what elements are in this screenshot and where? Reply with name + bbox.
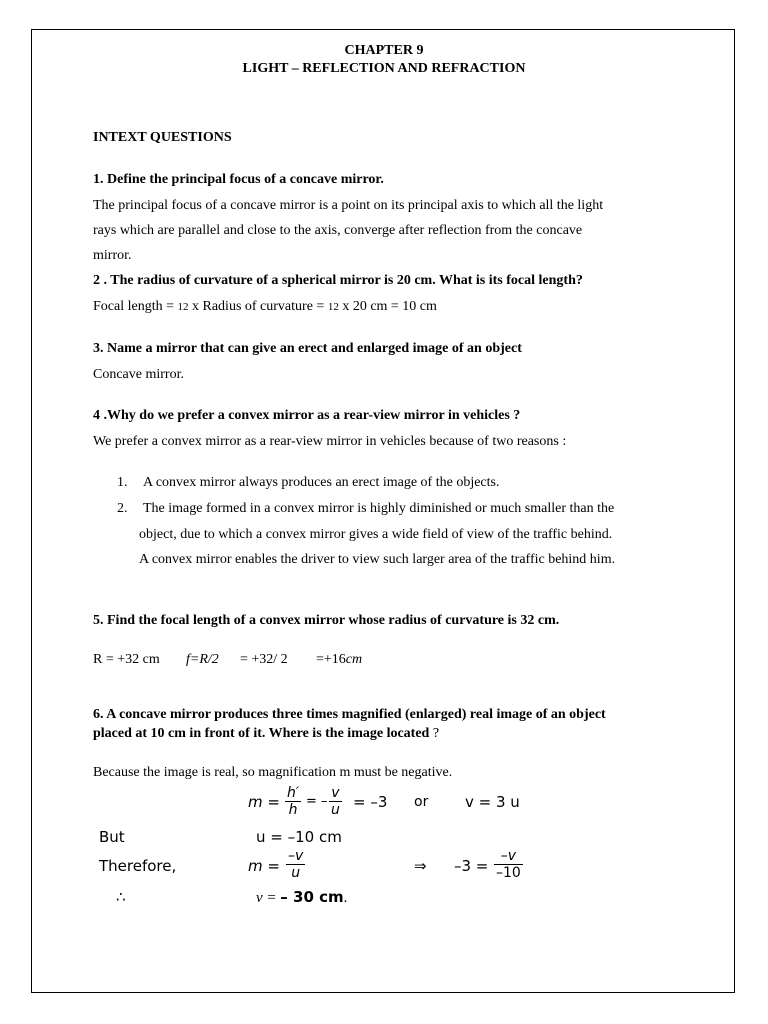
list-item-number: 2. xyxy=(117,501,128,516)
list-item-number: 1. xyxy=(117,475,128,490)
q6-question-line1: 6. A concave mirror produces three times magnified (enlarged) real image of an object xyxy=(93,707,606,722)
q1-question: 1. Define the principal focus of a concave mirror. xyxy=(93,172,384,187)
math-eq-neg: = – xyxy=(306,794,328,809)
therefore-symbol: ∴ xyxy=(116,888,126,906)
math-u-eq: u = –10 cm xyxy=(256,828,342,846)
math-m-label-2: m = xyxy=(248,857,280,875)
q3-answer: Concave mirror. xyxy=(93,367,184,382)
q2-fraction: 12 xyxy=(177,301,189,313)
math-eq-neg3: = –3 xyxy=(353,793,388,811)
fraction-v-over-u: $\frac{v}{u}$ xyxy=(331,785,340,818)
math-therefore: Therefore, xyxy=(99,857,177,875)
q6-answer-intro: Because the image is real, so magnification m must be negative. xyxy=(93,765,453,780)
list-item: The image formed in a convex mirror is highly diminished or much smaller than the xyxy=(143,501,615,516)
chapter-title: LIGHT – REFLECTION AND REFRACTION xyxy=(242,61,526,76)
fraction-h-prime-over-h: $\frac{h'}{h}$ xyxy=(287,785,300,818)
fraction-neg-v-over-neg10: $\frac{-v}{-10}$ xyxy=(496,848,521,881)
q1-answer-line: mirror. xyxy=(93,248,132,263)
q5-question: 5. Find the focal length of a convex mirror whose radius of curvature is 32 cm. xyxy=(93,613,560,628)
list-item-continued: object, due to which a convex mirror gives a wide field of view of the traffic behind. xyxy=(139,527,613,542)
implies-symbol: ⇒ xyxy=(414,857,427,875)
math-v-eq-3u: v = 3 u xyxy=(465,793,520,811)
q2-fraction: 12 xyxy=(327,301,339,313)
q6-question-line2: placed at 10 cm in front of it. Where is the image located ? xyxy=(93,726,440,741)
q5-radius: R = +32 cm xyxy=(93,652,160,667)
list-item: A convex mirror always produces an erect image of the objects. xyxy=(143,475,500,490)
q4-answer-intro: We prefer a convex mirror as a rear-view mirror in vehicles because of two reasons : xyxy=(93,434,567,449)
chapter-number: CHAPTER 9 xyxy=(344,43,424,58)
q5-result: =+16cm xyxy=(316,652,363,667)
math-or: or xyxy=(414,794,429,810)
q2-question: 2 . The radius of curvature of a spherical mirror is 20 cm. What is its focal length? xyxy=(93,273,583,288)
math-neg3-eq: –3 = xyxy=(454,857,489,875)
fraction-neg-v-over-u: $\frac{-v}{u}$ xyxy=(288,848,304,881)
math-m-label: m = xyxy=(248,793,280,811)
q4-question: 4 .Why do we prefer a convex mirror as a rear-view mirror in vehicles ? xyxy=(93,408,521,423)
q3-question: 3. Name a mirror that can give an erect and enlarged image of an object xyxy=(93,341,522,356)
list-item-continued: A convex mirror enables the driver to view such larger area of the traffic behind him. xyxy=(139,552,616,567)
q2-answer: Focal length = 12 x Radius of curvature = 12 x 20 cm = 10 cm xyxy=(93,299,437,314)
q1-answer-line: rays which are parallel and close to the axis, converge after reflection from the concave xyxy=(93,223,583,238)
math-but: But xyxy=(99,828,125,846)
q5-formula: f=R/2 xyxy=(186,652,219,667)
q5-calc: = +32/ 2 xyxy=(240,652,288,667)
q1-answer-line: The principal focus of a concave mirror is a point on its principal axis to which all the light xyxy=(93,198,604,213)
section-heading: INTEXT QUESTIONS xyxy=(93,130,232,145)
math-final-result: v = – 30 cm. xyxy=(256,888,348,906)
